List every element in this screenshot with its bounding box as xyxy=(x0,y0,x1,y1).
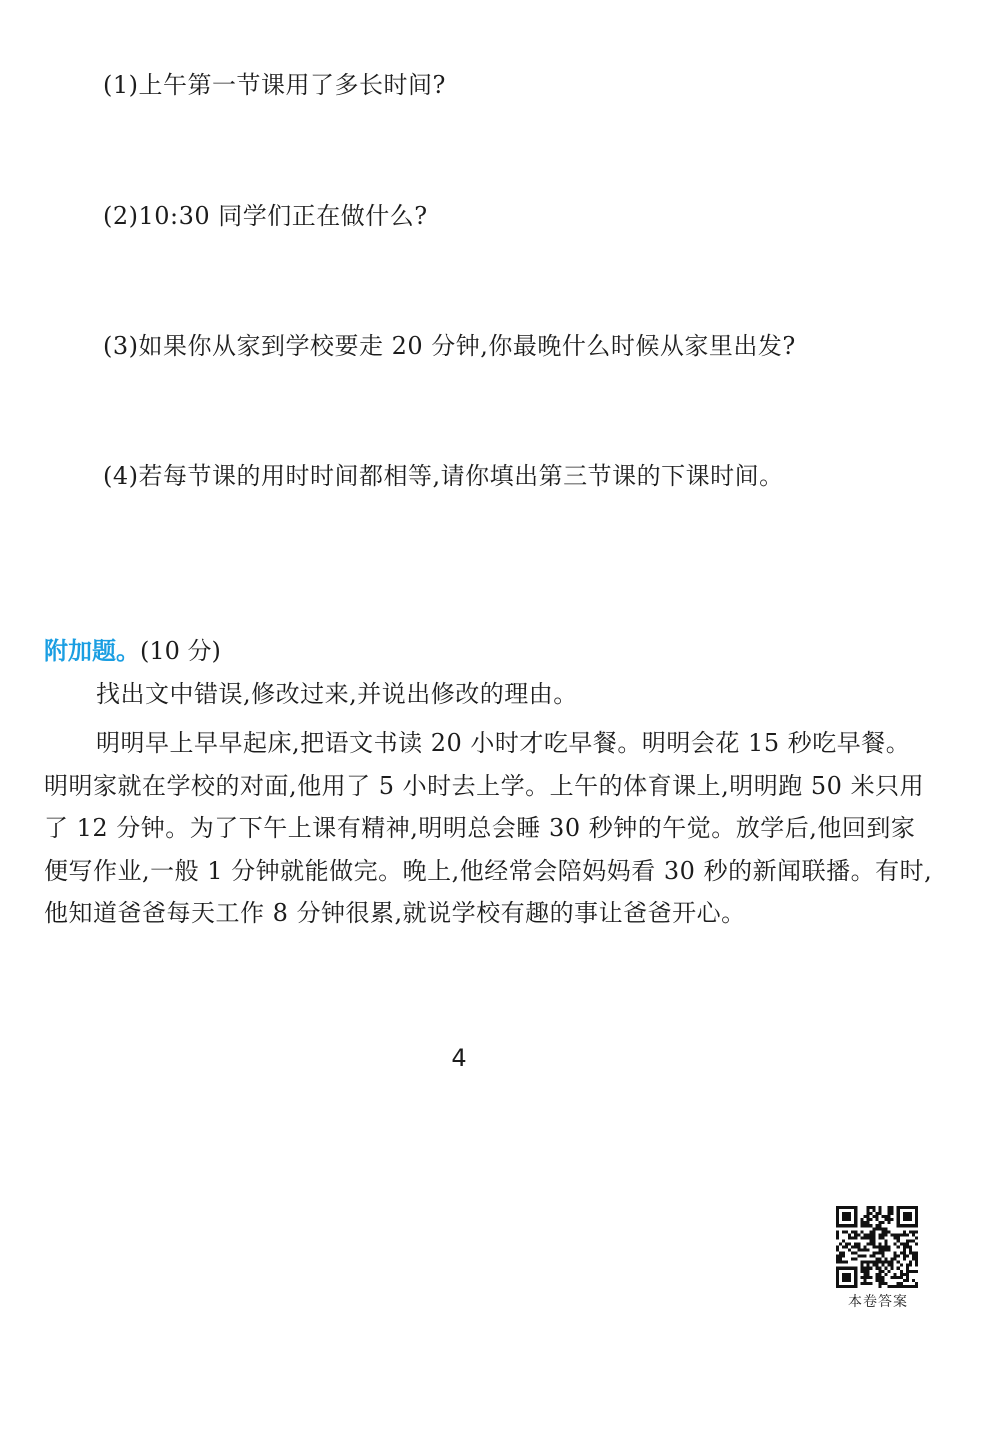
question-4: (4)若每节课的用时时间都相等,请你填出第三节课的下课时间。 xyxy=(103,462,784,490)
bonus-heading xyxy=(44,636,221,666)
bonus-passage: 明明早上早早起床,把语文书读 20 小时才吃早餐。明明会花 15 秒吃早餐。明明家就在学校的对面,他用了 5 小时去上学。上午的体育课上,明明跑 50 米只用了 12 分钟。为了下午上课有精神,明明总会睡 30 秒钟的午觉。放学后,他回到家便写作业,一般 1 分钟就能做完。晚上,他经常会陪妈妈看 30 秒的新闻联播。有时,他知道爸爸每天工作 8 分钟很累,就说学校有趣的事让爸爸开心。 xyxy=(44,729,933,927)
qr-code-icon[interactable] xyxy=(833,1203,921,1291)
qr-block[interactable] xyxy=(833,1203,923,1311)
question-1: (1)上午第一节课用了多长时间? xyxy=(103,71,446,99)
bonus-instruction: 找出文中错误,修改过来,并说出修改的理由。 xyxy=(96,680,578,708)
qr-caption: 本卷答案 xyxy=(848,1294,908,1310)
page-number: 4 xyxy=(451,1044,467,1072)
bonus-points: (10 分) xyxy=(140,637,221,665)
question-3: (3)如果你从家到学校要走 20 分钟,你最晚什么时候从家里出发? xyxy=(103,332,796,360)
bonus-title: 附加题。 xyxy=(44,637,140,665)
question-2: (2)10:30 同学们正在做什么? xyxy=(103,202,428,230)
